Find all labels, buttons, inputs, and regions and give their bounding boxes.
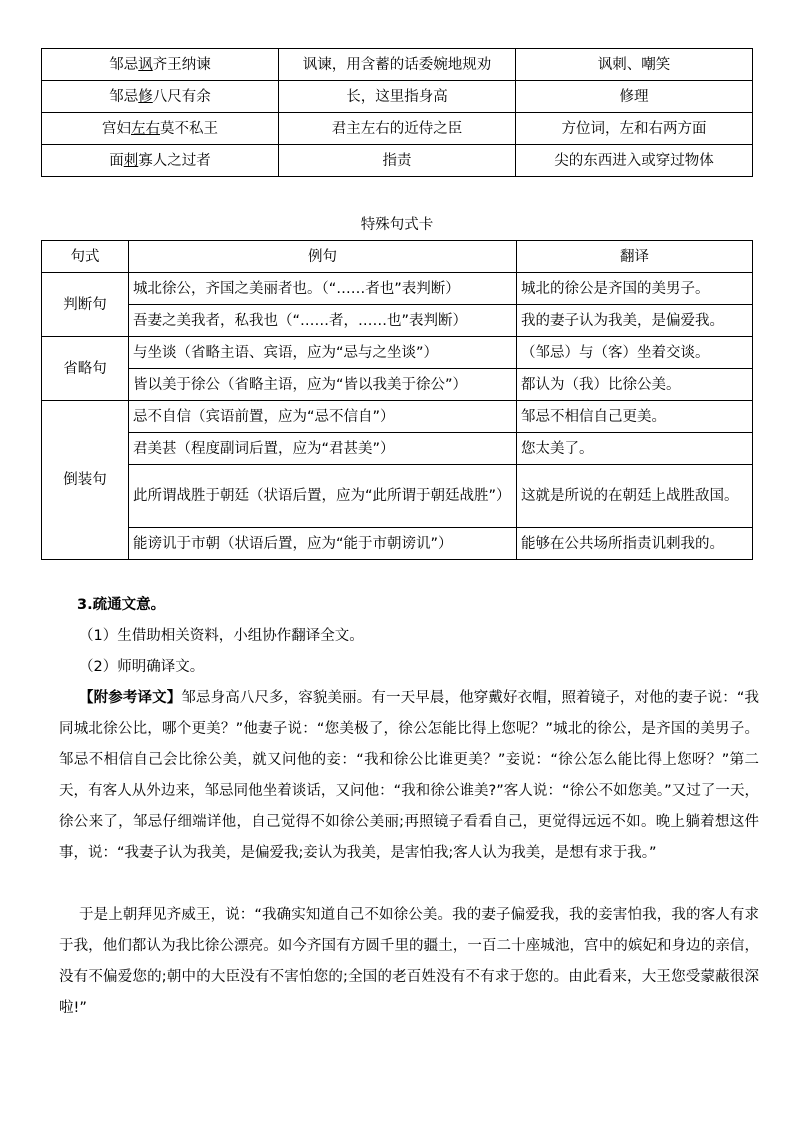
special-sentence-table: [41, 240, 753, 560]
reference-translation-paragraph: 【附参考译文】邹忌身高八尺多，容貌美丽。有一天早晨，他穿戴好衣帽，照着镜子，对他的妻子说：“我同城北徐公比，哪个更美？”他妻子说：“您美极了，徐公怎能比得上您呢？”城北的徐公，是齐国的美男子。邹忌不相信自己会比徐公美，就又问他的妾：“我和徐公比谁更美？”妾说：“徐公怎么能比得上您呀？”第二天，有客人从外边来，邹忌同他坐着谈话，又问他：“我和徐公谁美?”客人说：“徐公不如您美。”又过了一天，徐公来了，邹忌仔细端详他，自己觉得不如徐公美丽;再照镜子看看自己，更觉得远远不如。晚上躺着想这件事，说：“我妻子认为我美，是偏爱我;妾认为我美，是害怕我;客人认为我美，是想有求于我。”: [59, 690, 760, 861]
table-row: [42, 465, 753, 528]
example-sentence: 能谤讥于市朝（状语后置，应为“能于市朝谤讥”）: [129, 528, 517, 560]
example-sentence: 吾妻之美我者，私我也（“……者，……也”表判断）: [129, 305, 517, 337]
translation-paragraph-2: 于是上朝拜见齐威王，说：“我确实知道自己不如徐公美。我的妻子偏爱我，我的妾害怕我，我的客人有求于我，他们都认为我比徐公漂亮。如今齐国有方圆千里的疆土，一百二十座城池，宫中的嫔妃和身边的亲信，没有不偏爱您的;朝中的大臣没有不害怕您的;全国的老百姓没有不有求于您的。由此看来，大王您受蒙蔽很深啦!”: [59, 907, 759, 1016]
example-sentence: 城北徐公，齐国之美丽者也。（“……者也”表判断）: [129, 273, 517, 305]
reference-label: 【附参考译文】: [79, 690, 182, 706]
table-row: [42, 369, 753, 401]
table-row: [42, 401, 753, 433]
table-row: [42, 273, 753, 305]
table-row: [42, 305, 753, 337]
word-meaning: 指责: [279, 145, 516, 177]
header-example: 例句: [129, 241, 517, 273]
table-header-row: [42, 241, 753, 273]
other-meaning: 方位词，左和右两方面: [516, 113, 753, 145]
table-row: [42, 337, 753, 369]
example-sentence: 皆以美于徐公（省略主语，应为“皆以我美于徐公”）: [129, 369, 517, 401]
table-row: [42, 81, 753, 113]
example-phrase: 宫妇左右莫不私王: [42, 113, 279, 145]
other-meaning: 讽刺、嘲笑: [516, 49, 753, 81]
example-phrase: 邹忌修八尺有余: [42, 81, 279, 113]
translation: （邹忌）与（客）坐着交谈。: [517, 337, 753, 369]
key-word: 左右: [131, 120, 160, 137]
example-sentence: 此所谓战胜于朝廷（状语后置，应为“此所谓于朝廷战胜”）: [129, 465, 517, 528]
word-meaning: 君主左右的近侍之臣: [279, 113, 516, 145]
example-sentence: 忌不自信（宾语前置，应为“忌不信自”）: [129, 401, 517, 433]
sentence-type: 省略句: [42, 337, 129, 401]
table-row: [42, 113, 753, 145]
translation: 这就是所说的在朝廷上战胜敌国。: [517, 465, 753, 528]
key-word: 刺: [123, 152, 139, 169]
other-meaning: 修理: [516, 81, 753, 113]
step-2: （2）师明确译文。: [79, 659, 205, 675]
table-row: [42, 528, 753, 560]
translation: 能够在公共场所指责讥刺我的。: [517, 528, 753, 560]
key-word: 修: [138, 88, 153, 105]
step-1: （1）生借助相关资料，小组协作翻译全文。: [79, 628, 364, 644]
example-phrase: 邹忌讽齐王纳谏: [42, 49, 279, 81]
sentence-card-title: 特殊句式卡: [360, 217, 434, 233]
table-row: [42, 433, 753, 465]
translation: 您太美了。: [517, 433, 753, 465]
section-heading: 3.疏通文意。: [77, 597, 166, 613]
word-meaning: 讽谏，用含蓄的话委婉地规劝: [279, 49, 516, 81]
other-meaning: 尖的东西进入或穿过物体: [516, 145, 753, 177]
word-meaning: 长，这里指身高: [279, 81, 516, 113]
translation: 我的妻子认为我美，是偏爱我。: [517, 305, 753, 337]
translation: 邹忌不相信自己更美。: [517, 401, 753, 433]
example-sentence: 与坐谈（省略主语、宾语，应为“忌与之坐谈”）: [129, 337, 517, 369]
translation: 城北的徐公是齐国的美男子。: [517, 273, 753, 305]
header-type: 句式: [42, 241, 129, 273]
table-row: [42, 145, 753, 177]
sentence-type: 判断句: [42, 273, 129, 337]
word-meaning-table: [41, 48, 753, 177]
key-word: 讽: [138, 56, 153, 73]
translation: 都认为（我）比徐公美。: [517, 369, 753, 401]
example-sentence: 君美甚（程度副词后置，应为“君甚美”）: [129, 433, 517, 465]
header-translation: 翻译: [517, 241, 753, 273]
sentence-type: 倒装句: [42, 401, 129, 560]
example-phrase: 面刺寡人之过者: [42, 145, 279, 177]
table-row: [42, 49, 753, 81]
